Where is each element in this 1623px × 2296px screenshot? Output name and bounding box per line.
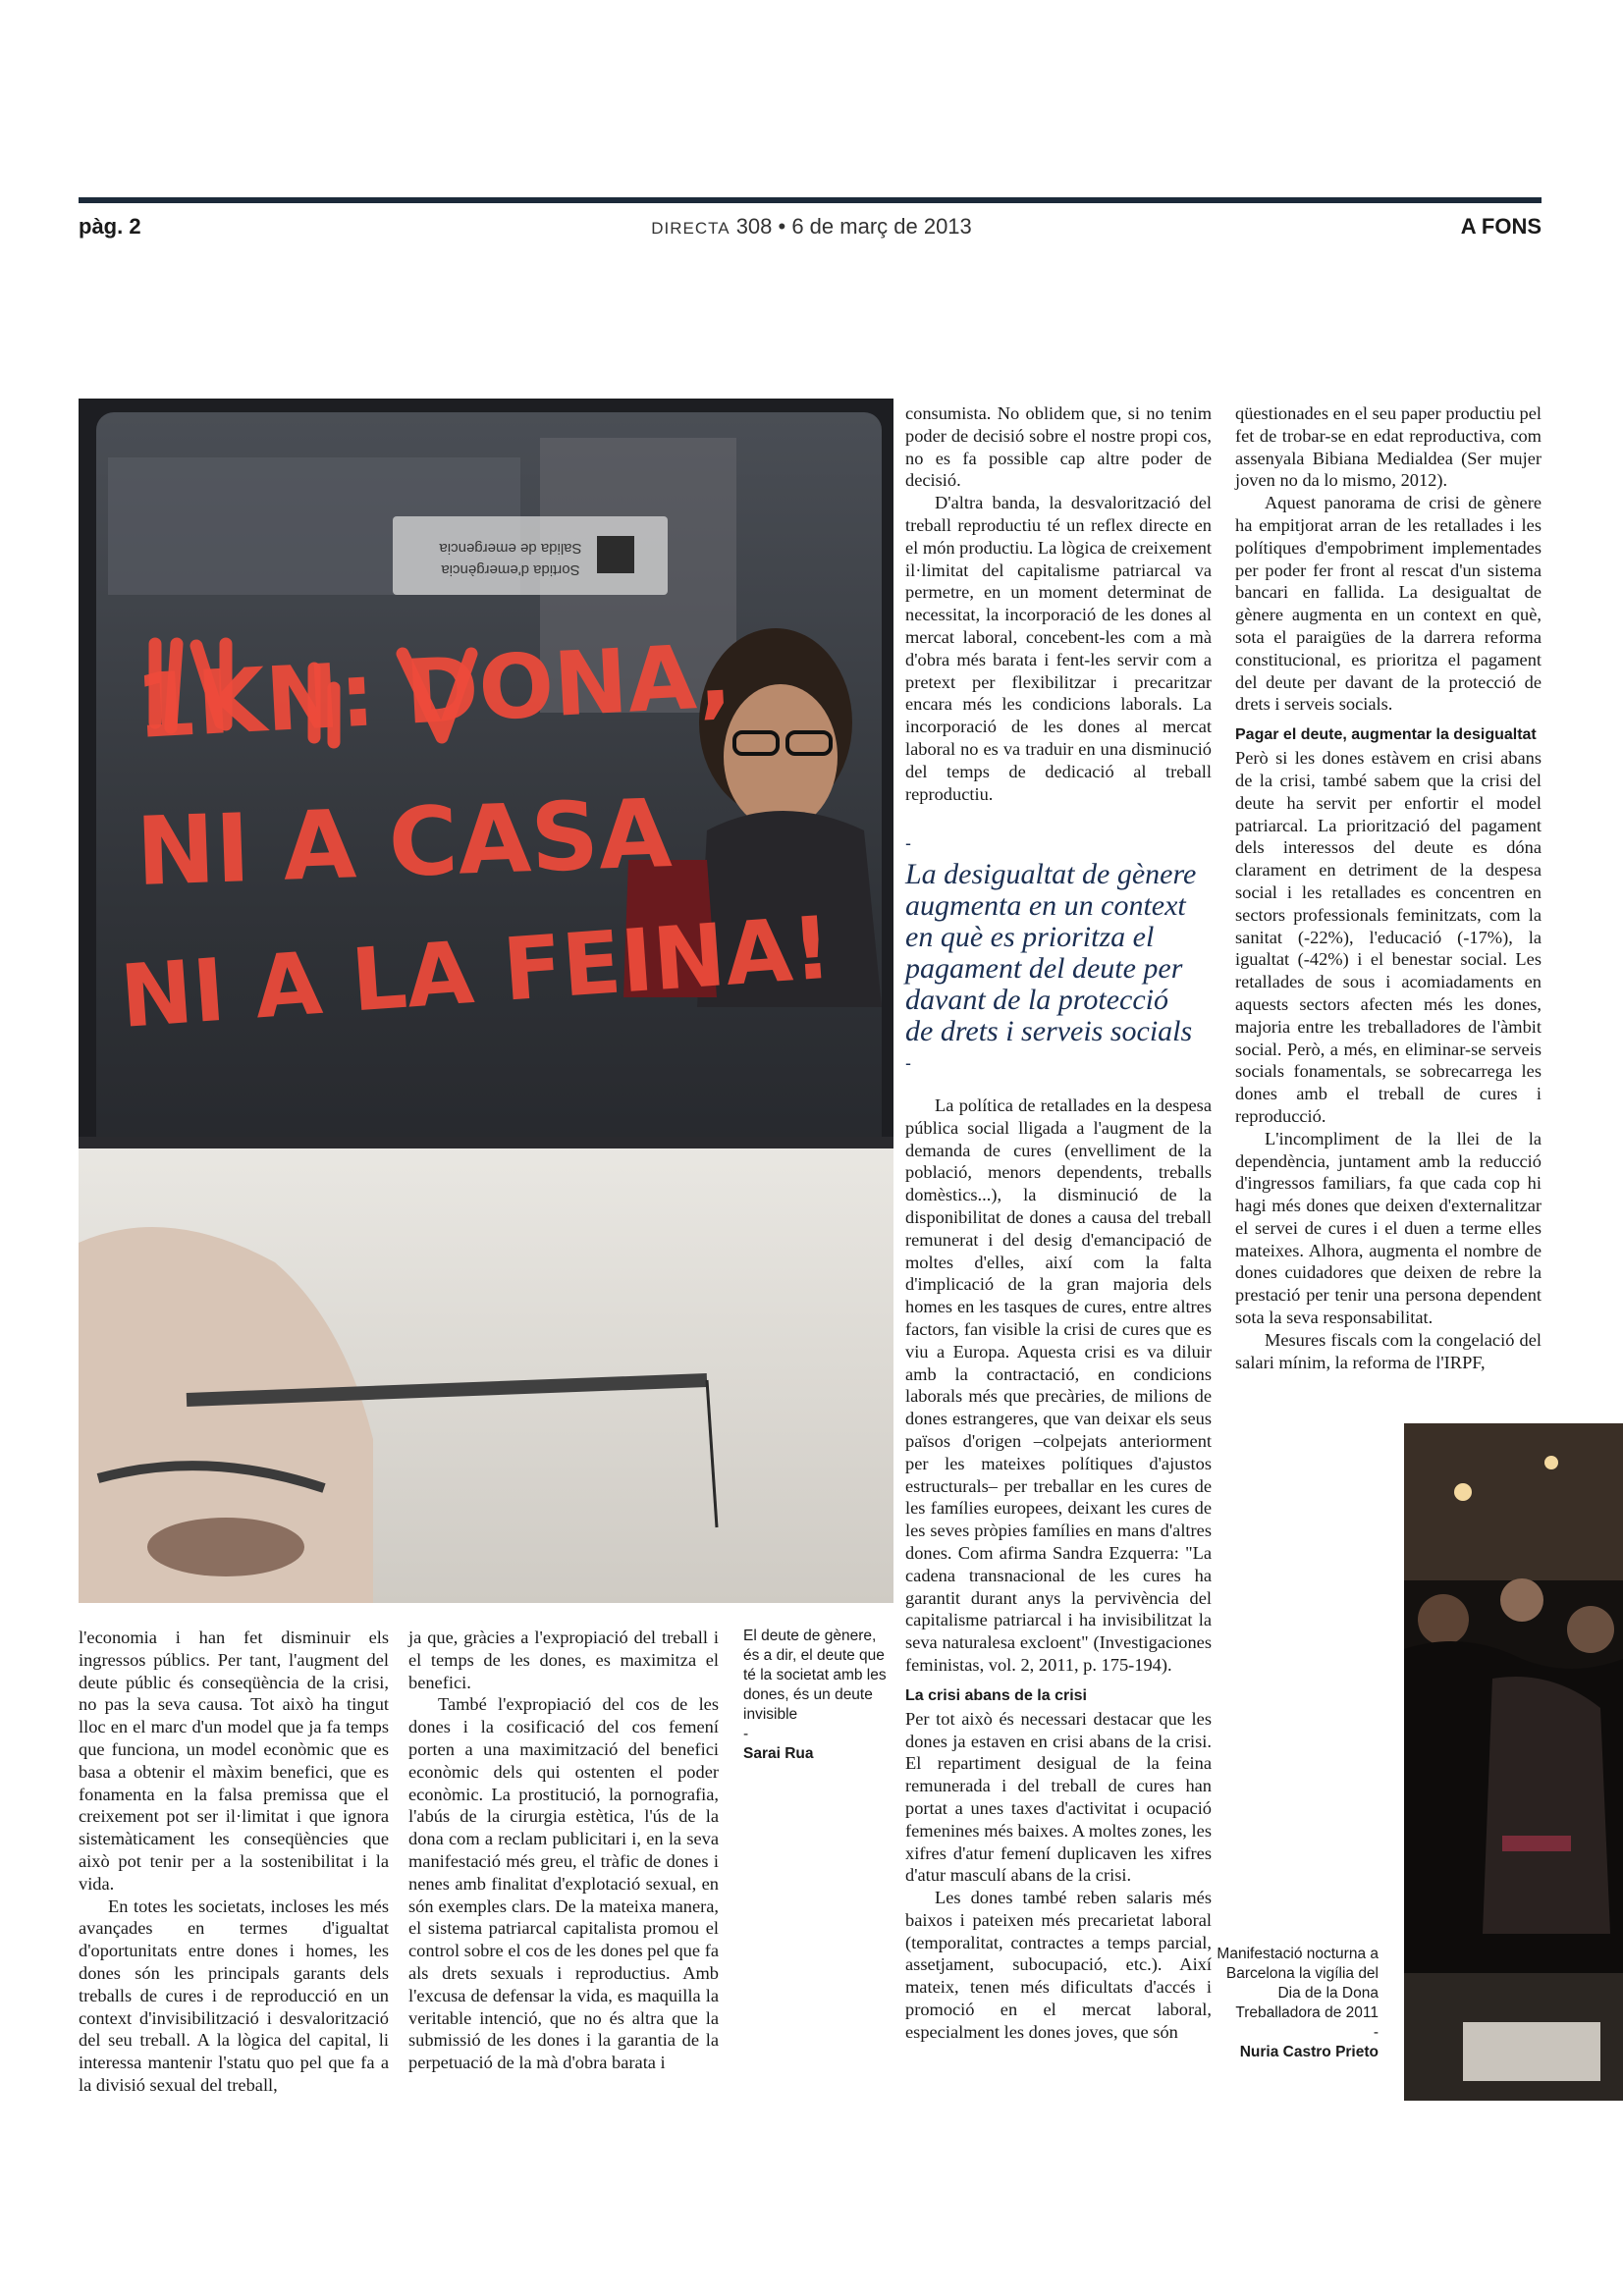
quote-dash-bottom: - (905, 1053, 911, 1073)
paragraph: L'incompliment de la llei de la dependència, juntament amb la reducció d'ingressos familiars, fa que cada cop hi hagi més dones que deixen d'externalitzar el servei de cures i el duen a terme elles mateixes. Alhora, augmenta el nombre de dones cuidadores que deixen de rebre la prestació per tenir una persona dependent sota la seva responsabilitat. (1235, 1128, 1542, 1328)
article-column-3-top (905, 402, 1212, 805)
subheading: Pagar el deute, augmentar la desigualtat (1235, 726, 1537, 744)
graffiti-line-3: NI A LA FEINA! (117, 896, 836, 1047)
issue-line (0, 214, 1623, 240)
issue-date: 308 • 6 de març de 2013 (735, 214, 972, 239)
page-number: pàg. 2 (79, 214, 141, 239)
paragraph: Mesures fiscals com la congelació del salari mínim, la reforma de l'IRPF, (1235, 1329, 1542, 1372)
quote-dash-top: - (905, 833, 911, 853)
window-sign-text-2: Salida de emergencia (439, 540, 582, 557)
paragraph: consumista. No oblidem que, si no tenim poder de decisió sobre el nostre propi cos, no es fa possible cap altre poder de decisió. (905, 403, 1212, 491)
paragraph: ja que, gràcies a l'expropiació del treball i el temps de les dones, es maximitza el benefici. (408, 1628, 719, 1692)
caption-dash: - (743, 1726, 749, 1742)
header-rule (79, 197, 1542, 203)
caption-text: Manifestació nocturna a Barcelona la vigília del Dia de la Dona Treballadora de 2011 (1217, 1946, 1379, 2021)
article-column-3-bottom (905, 1095, 1212, 2044)
second-photo-caption (1206, 1945, 1379, 2062)
article-column-4 (1235, 402, 1542, 1373)
paragraph: qüestionades en el seu paper productiu pel fet de trobar-se en edat reproductiva, com assenyala Bibiana Medialdea (Ser mujer joven no da lo mismo, 2012). (1235, 403, 1542, 491)
subheading: La crisi abans de la crisi (905, 1686, 1087, 1704)
article-column-1 (79, 1627, 389, 2097)
graffiti-line-1: 1KN: DONA, (133, 624, 734, 759)
window-sign-text: Sortida d'emergència (441, 561, 580, 578)
paragraph: Per tot això és necessari destacar que les dones ja estaven en crisi abans de la crisi. El repartiment desigual de la feina remunerada i del treball de cures han portat a unes taxes d'activitat i ocupació femenines més baixes. A moltes zones, les xifres d'atur femení duplicaven les xifres d'atur masculí abans de la crisi. (905, 1708, 1212, 1886)
graffiti-line-2: NI A CASA (134, 778, 674, 907)
quote-text: La desigualtat de gènere augmenta en un context en què es prioritza el pagament del deute per davant de la protecció de drets i serveis socials (905, 858, 1197, 1047)
publication-name: DIRECTA (651, 219, 730, 238)
section-name: A FONS (1460, 214, 1542, 239)
photo-credit: Sarai Rua (743, 1745, 814, 1762)
caption-dash: - (1373, 2024, 1379, 2041)
pull-quote (905, 828, 1200, 1079)
photo-credit: Nuria Castro Prieto (1239, 2044, 1379, 2060)
paragraph: Les dones també reben salaris més baixos i pateixen més precarietat laboral (temporalitat, contractes a temps parcial, assetjament, subocupació, etc.). Així mateix, tenen més dificultats d'accés i promoció en el mercat laboral, especialment les dones joves, que són (905, 1888, 1212, 2042)
main-photo (79, 399, 893, 1603)
paragraph: D'altra banda, la desvalorització del treball reproductiu té un reflex directe en el món productiu. La lògica de creixement il·limitat del capitalisme patriarcal va permetre, en un moment determinat de necessitat, la incorporació de les dones al mercat laboral, concebent-les com a mà d'obra més barata i fent-les servir com a pretext per flexibilitzar i precaritzar encara més les condicions laborals. La incorporació de les dones al mercat laboral no es va traduir en una disminució del temps de dedicació al treball reproductiu. (905, 493, 1213, 804)
paragraph: l'economia i han fet disminuir els ingressos públics. Per tant, l'augment del deute públic és conseqüència de la crisi, no pas la seva causa. Tot això ha tingut lloc en el marc d'un model que ja fa temps que funciona, un model econòmic que es basa a obtenir el màxim benefici, que es fonamenta en la falsa premissa que el creixement pot ser il·limitat i que ignora sistemàticament les conseqüències que això pot tenir per a la sostenibilitat i la vida. (79, 1628, 389, 1894)
paragraph: Aquest panorama de crisi de gènere ha empitjorat arran de les retallades i les polítiques d'empobriment implementades per poder fer front al rescat d'un sistema bancari en fallida. La desigualtat de gènere augmenta en un context en què, sota el paraigües de la darrera reforma constitucional, es prioritza el pagament del deute per davant de la protecció de drets i serveis socials. (1235, 493, 1542, 715)
paragraph: Però si les dones estàvem en crisi abans de la crisi, també sabem que la crisi del deute ha servit per enfortir el model patriarcal. La priorització del pagament dels interessos del deute es dóna clarament en detriment de la despesa social i les retallades es concentren en sectors professionals feminitzats, com la sanitat (-22%), l'educació (-17%), la igualtat (-42%) i el benestar social. Les retallades de sous i acomiadaments en aquests sectors afecten més les dones, majoria entre les treballadores de l'àmbit social. Però, a més, en eliminar-se serveis socials fonamentals, se sobrecarrega les dones amb el treball de cures i reproducció. (1235, 748, 1542, 1126)
bus-window-image (79, 399, 893, 1603)
paragraph: En totes les societats, incloses les més avançades en termes d'igualtat d'oportunitats entre dones i homes, les dones són les principals garants dels treballs de cures i de reproducció en un context d'invisibilització i desvalorització del seu treball. A la lògica del capital, li interessa mantenir l'statu quo pel que fa a la divisió sexual del treball, (79, 1896, 389, 2095)
article-column-2 (408, 1627, 719, 2074)
paragraph: També l'expropiació del cos de les dones i la cosificació del cos femení porten a una maximització del benefici econòmic dels qui ostenten el poder econòmic. La prostitució, la pornografia, l'abús de la cirurgia estètica, l'ús de la dona com a reclam publicitari i, en la seva manifestació més greu, el tràfic de dones i nenes amb finalitat d'explotació sexual, en són exemples clars. De la mateixa manera, el sistema patriarcal capitalista promou el control sobre el cos de les dones pel que fa als drets sexuals i reproductius. Amb l'excusa de defensar la vida, es maquilla la veritable intenció, que no és altra que la submissió de les dones i la garantia de la perpetuació de la mà d'obra barata i (408, 1694, 719, 2073)
second-photo (1404, 1423, 1623, 2101)
caption-text: El deute de gènere, és a dir, el deute que té la societat amb les dones, és un deute invisible (743, 1628, 887, 1723)
paragraph: La política de retallades en la despesa pública social lligada a l'augment de la demanda de cures (envelliment de la població, menors dependents, treballs domèstics...), la disminució de la disponibilitat de dones a causa del treball remunerat i del desig d'emancipació de moltes d'elles, així com la falta d'implicació de la gran majoria dels homes en les tasques de cures, entre altres factors, fan visible la crisi de cures que es viu a Europa. Aquesta crisi es va diluir amb la contractació, en condicions laborals més que precàries, de milions de dones estrangeres, que van deixar els seus països d'origen –colpejats anteriorment per les mateixes polítiques d'ajustos estructurals– per treballar en les cures de les famílies europees, deixant les cures de les seves pròpies famílies en mans d'altres dones. Com afirma Sandra Ezquerra: "La cadena transnacional de les cures ha garantit durant anys la pervivència del capitalisme patriarcal i ha invisibilitzat la seva naturalesa excloent" (Investigaciones feministas, vol. 2, 2011, p. 175-194). (905, 1095, 1212, 1675)
main-photo-caption (743, 1627, 889, 1764)
demonstration-image (1404, 1423, 1623, 2101)
